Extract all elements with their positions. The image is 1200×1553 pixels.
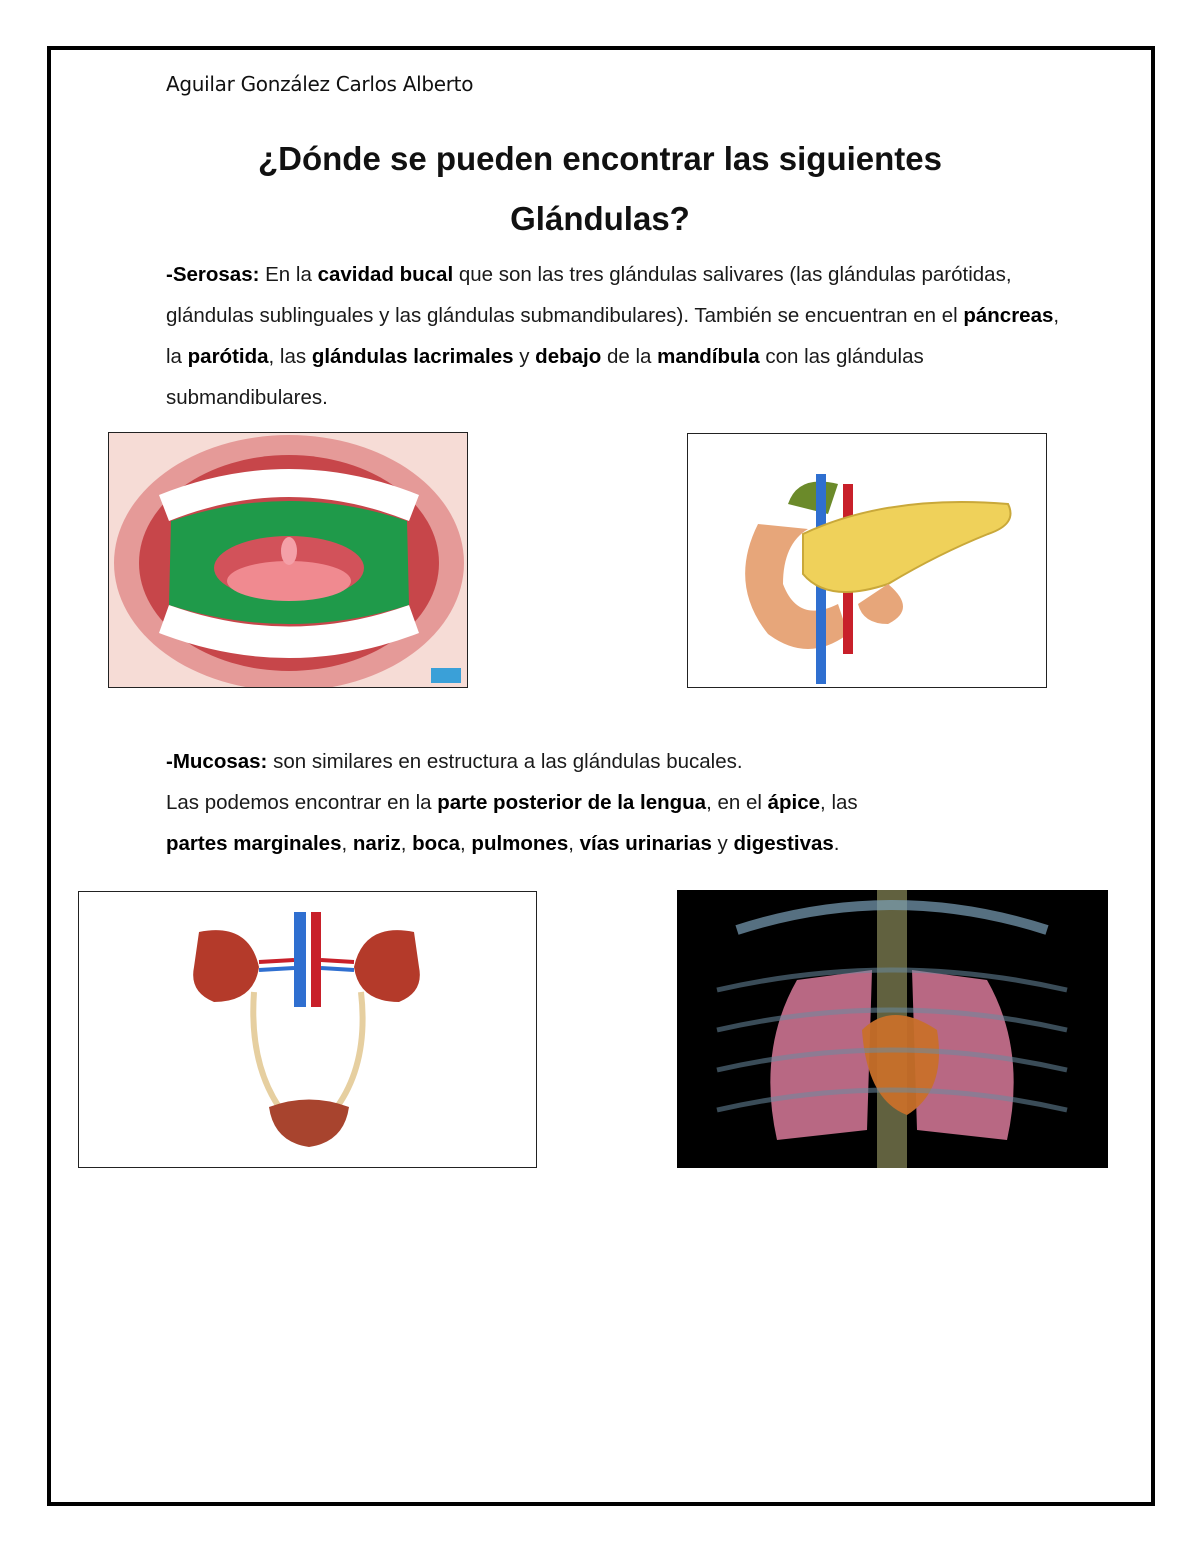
serosas-text: , las	[268, 345, 312, 368]
mucosas-paragraph	[166, 741, 1066, 864]
mucosas-text: , las	[820, 791, 858, 814]
mucosas-text: Las podemos encontrar en la	[166, 791, 438, 814]
mucosas-text: ,	[341, 832, 353, 855]
mucosas-text: ,	[460, 832, 472, 855]
serosas-text: de la	[601, 345, 658, 368]
mucosas-text: ,	[400, 832, 413, 855]
serosas-text: con las glándulas submandibulares.	[166, 345, 924, 409]
mucosas-bold: nariz	[352, 832, 401, 855]
mucosas-bold: parte posterior de la lengua	[437, 791, 707, 814]
page-title-line2: Glándulas?	[510, 200, 690, 237]
mucosas-bold: vías urinarias	[579, 832, 712, 855]
serosas-bold: debajo	[535, 345, 602, 368]
pancreas-illustration	[687, 433, 1047, 688]
urinary-system-illustration	[78, 891, 537, 1168]
author-name: Aguilar González Carlos Alberto	[166, 72, 474, 96]
serosas-bold: parótida	[187, 345, 269, 368]
serosas-text: En la	[259, 263, 318, 286]
serosas-text: que son las tres glándulas salivares (las glándulas parótidas, glándulas sublinguales y las glándulas submandibulares). También se encuentran en el	[166, 263, 1012, 327]
serosas-paragraph	[166, 254, 1066, 418]
mucosas-bold: pulmones	[471, 832, 569, 855]
mucosas-text: .	[833, 832, 840, 855]
serosas-bold: cavidad bucal	[317, 263, 454, 286]
mucosas-label: -Mucosas:	[166, 750, 268, 773]
mucosas-bold: partes marginales	[166, 832, 342, 855]
mouth-illustration	[108, 432, 468, 688]
mucosas-text: ,	[568, 832, 580, 855]
mucosas-bold: ápice	[767, 791, 821, 814]
serosas-bold: páncreas	[963, 304, 1054, 327]
mucosas-bold: boca	[412, 832, 461, 855]
mucosas-bold: digestivas	[733, 832, 834, 855]
serosas-label: -Serosas:	[166, 263, 260, 286]
serosas-text: y	[513, 345, 536, 368]
serosas-bold: mandíbula	[657, 345, 760, 368]
serosas-text: , la	[166, 304, 1060, 368]
lungs-illustration	[677, 890, 1108, 1168]
mucosas-text: y	[711, 832, 734, 855]
serosas-bold: glándulas lacrimales	[311, 345, 514, 368]
mucosas-text: son similares en estructura a las glándulas bucales.	[267, 750, 743, 773]
page-title-line1: ¿Dónde se pueden encontrar las siguientes	[258, 140, 942, 177]
mucosas-text: , en el	[706, 791, 768, 814]
